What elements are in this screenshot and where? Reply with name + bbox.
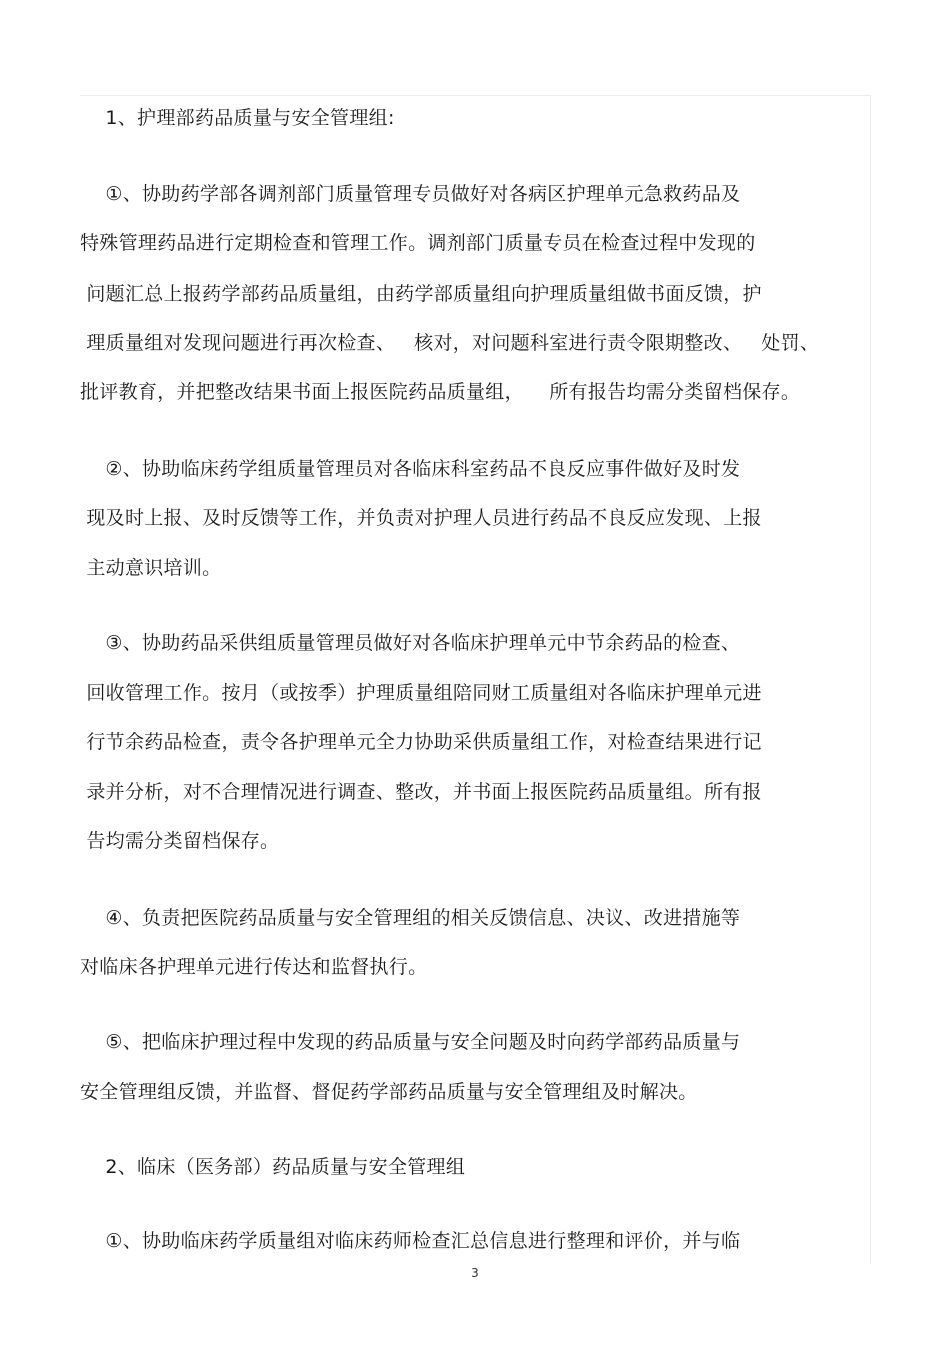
section-heading-1: 1、护理部药品质量与安全管理组: xyxy=(80,107,395,129)
paragraph-line: 安全管理组反馈，并监督、督促药学部药品质量与安全管理组及时解决。 xyxy=(80,1081,698,1103)
paragraph-line: 回收管理工作。按月（或按季）护理质量组陪同财工质量组对各临床护理单元进 xyxy=(80,682,762,704)
paragraph-line: 批评教育，并把整改结果书面上报医院药品质量组， 所有报告均需分类留档保存。 xyxy=(80,381,801,403)
page-number: 3 xyxy=(471,1266,479,1280)
paragraph-line: ⑤、把临床护理过程中发现的药品质量与安全问题及时向药学部药品质量与 xyxy=(80,1031,741,1053)
paragraph-line: 特殊管理药品进行定期检查和管理工作。调剂部门质量专员在检查过程中发现的 xyxy=(80,232,756,254)
paragraph-line: 录并分析，对不合理情况进行调查、整改，并书面上报医院药品质量组。所有报 xyxy=(80,781,762,803)
paragraph-line: 主动意识培训。 xyxy=(80,557,222,579)
paragraph-line: 行节余药品检查，责令各护理单元全力协助采供质量组工作，对检查结果进行记 xyxy=(80,731,762,753)
paragraph-line: ①、协助药学部各调剂部门质量管理专员做好对各病区护理单元急救药品及 xyxy=(80,183,741,205)
paragraph-line: 问题汇总上报药学部药品质量组，由药学部质量组向护理质量组做书面反馈，护 xyxy=(80,283,762,305)
paragraph-line: 现及时上报、及时反馈等工作，并负责对护理人员进行药品不良反应发现、上报 xyxy=(80,507,762,529)
paragraph-line: ①、协助临床药学质量组对临床药师检查汇总信息进行整理和评价，并与临 xyxy=(80,1230,741,1252)
paragraph-line: ④、负责把医院药品质量与安全管理组的相关反馈信息、决议、改进措施等 xyxy=(80,907,741,929)
paragraph-line: 告均需分类留档保存。 xyxy=(80,830,280,852)
paragraph-line: ②、协助临床药学组质量管理员对各临床科室药品不良反应事件做好及时发 xyxy=(80,458,741,480)
paragraph-line: 理质量组对发现问题进行再次检查、 核对，对问题科室进行责令限期整改、 处罚、 xyxy=(80,332,820,354)
paragraph-line: ③、协助药品采供组质量管理员做好对各临床护理单元中节余药品的检查、 xyxy=(80,632,741,654)
paragraph-line: 对临床各护理单元进行传达和监督执行。 xyxy=(80,956,428,978)
section-heading-2: 2、临床（医务部）药品质量与安全管理组 xyxy=(80,1156,466,1178)
